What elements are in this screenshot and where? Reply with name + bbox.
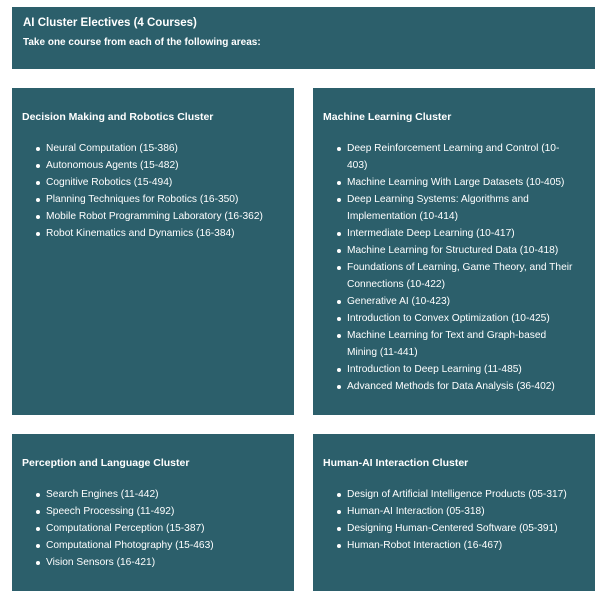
course-item: Human-Robot Interaction (16-467)	[323, 537, 587, 554]
cluster-title: Machine Learning Cluster	[323, 111, 452, 123]
course-list	[22, 486, 286, 571]
course-item: Autonomous Agents (15-482)	[22, 157, 286, 174]
cluster-title: Decision Making and Robotics Cluster	[22, 111, 214, 123]
course-item: Generative AI (10-423)	[323, 293, 587, 310]
course-item: Intermediate Deep Learning (10-417)	[323, 225, 587, 242]
course-item: Introduction to Deep Learning (11-485)	[323, 361, 587, 378]
cluster-perception-language	[12, 434, 294, 591]
course-list	[323, 140, 587, 395]
course-list	[22, 140, 286, 242]
course-list	[323, 486, 587, 554]
course-item: Foundations of Learning, Game Theory, and Their Connections (10-422)	[323, 259, 587, 293]
course-item: Computational Photography (15-463)	[22, 537, 286, 554]
course-item: Mobile Robot Programming Laboratory (16-362)	[22, 208, 286, 225]
course-item: Vision Sensors (16-421)	[22, 554, 286, 571]
course-item: Neural Computation (15-386)	[22, 140, 286, 157]
course-item: Machine Learning With Large Datasets (10-405)	[323, 174, 587, 191]
page-title: AI Cluster Electives (4 Courses)	[23, 17, 197, 29]
course-item: Robot Kinematics and Dynamics (16-384)	[22, 225, 286, 242]
cluster-machine-learning	[313, 88, 595, 415]
course-item: Planning Techniques for Robotics (16-350)	[22, 191, 286, 208]
cluster-title: Human-AI Interaction Cluster	[323, 457, 469, 469]
course-item: Search Engines (11-442)	[22, 486, 286, 503]
electives-header	[12, 7, 595, 69]
cluster-title: Perception and Language Cluster	[22, 457, 190, 469]
cluster-decision-making-robotics	[12, 88, 294, 415]
page-subtitle: Take one course from each of the following areas:	[23, 37, 261, 48]
course-item: Deep Reinforcement Learning and Control (10-403)	[323, 140, 587, 174]
course-item: Designing Human-Centered Software (05-391)	[323, 520, 587, 537]
course-item: Cognitive Robotics (15-494)	[22, 174, 286, 191]
course-item: Machine Learning for Structured Data (10-418)	[323, 242, 587, 259]
cluster-human-ai-interaction	[313, 434, 595, 591]
course-item: Deep Learning Systems: Algorithms and Implementation (10-414)	[323, 191, 587, 225]
course-item: Advanced Methods for Data Analysis (36-402)	[323, 378, 587, 395]
course-item: Human-AI Interaction (05-318)	[323, 503, 587, 520]
course-item: Computational Perception (15-387)	[22, 520, 286, 537]
course-item: Machine Learning for Text and Graph-based Mining (11-441)	[323, 327, 587, 361]
course-item: Design of Artificial Intelligence Products (05-317)	[323, 486, 587, 503]
course-item: Introduction to Convex Optimization (10-425)	[323, 310, 587, 327]
course-item: Speech Processing (11-492)	[22, 503, 286, 520]
